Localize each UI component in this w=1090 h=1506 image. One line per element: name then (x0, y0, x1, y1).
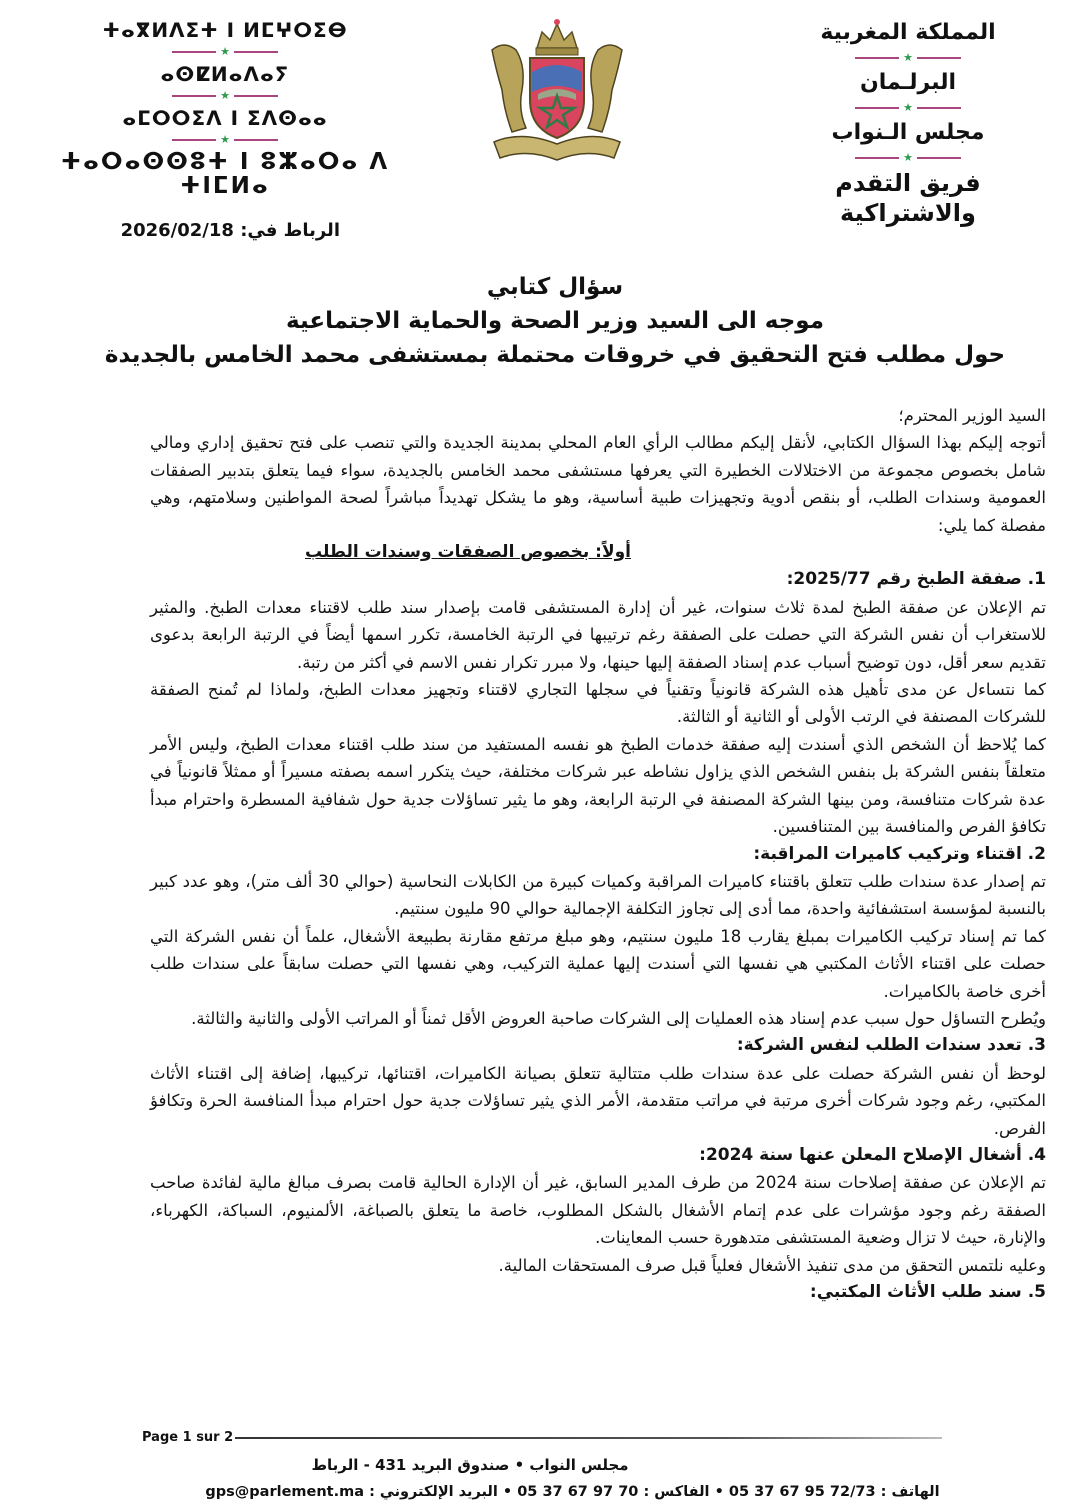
page-number-row (142, 1430, 942, 1445)
star-icon: ★ (903, 101, 913, 114)
star-icon: ★ (220, 45, 230, 58)
item-heading: 5. سند طلب الأثاث المكتبي: (809, 1282, 1046, 1302)
page-current: 1 (182, 1430, 192, 1445)
footer-rule (235, 1437, 942, 1439)
page-total: 2 (224, 1430, 234, 1445)
item-paragraph: تم الإعلان عن صفقة الطبخ لمدة ثلاث سنوات، غير أن إدارة المستشفى قامت بإصدار سند طلب لاقتناء معدات الطبخ. والمثير للاستغراب أن نفس الشركة التي حصلت على الصفقة رغم ترتيبها في الرتبة الخامسة، تكرر اسمها أيضاً في الرتبة الرابعة بدعوى تقديم سعر أقل، دون توضيح أسباب عدم إسناد الصفقة إليها حينها، ولا مبرر تكرار نفس الاسم في أكثر من رتبة. (150, 597, 1046, 672)
tifinagh-kingdom: ⵜⴰⴳⵍⴷⵉⵜ ⵏ ⵍⵎⵖⵔⵉⴱ (102, 18, 348, 42)
footer-address: مجلس النواب • صندوق البريد 431 - الرباط (311, 1456, 629, 1474)
header-arabic-block (778, 18, 1038, 228)
item-paragraph: ويُطرح التساؤل حول سبب عدم إسناد هذه العمليات إلى الشركات صاحبة العروض الأقل ثمناً أو المراتب الأولى والثانية والثالثة. (191, 1008, 1046, 1028)
item-paragraph: كما تم إسناد تركيب الكاميرات بمبلغ يقارب 18 مليون سنتيم، وهو مبلغ مرتفع مقارنة بطبيعة الأشغال، علماً أن نفس الشركة التي حصلت على اقتناء الأثاث المكتبي هي نفسها التي أسندت إليها عملية التركيب، وهي نفسها التي حصلت سابقاً على سندات طلب أخرى خاصة بالكاميرات. (150, 926, 1046, 1001)
item-paragraph: تم الإعلان عن صفقة إصلاحات سنة 2024 من طرف المدير السابق، غير أن الإدارة الحالية قامت بصرف مبالغ مالية لفائدة صاحب الصفقة رغم وجود مؤشرات على عدم إتمام الأشغال بالشكل المطلوب، خاصة ما يتعلق بالصباغة، الألمنيوم، السباكة، الكهرباء، والإنارة، حيث لا تزال وضعية المستشفى متدهورة حسب المعاينات. (150, 1173, 1047, 1248)
item-heading: 1. صفقة الطبخ رقم 2025/77: (786, 569, 1046, 590)
star-icon: ★ (903, 51, 913, 64)
separator (778, 100, 1038, 116)
item-heading: 3. تعدد سندات الطلب لنفس الشركة: (736, 1035, 1046, 1056)
arabic-house: مجلس الـنواب (831, 120, 985, 145)
arabic-group: فريق التقدم والاشتراكية (835, 169, 981, 227)
item-heading: 2. اقتناء وتركيب كاميرات المراقبة: (753, 843, 1046, 864)
star-icon: ★ (220, 89, 230, 102)
document-type: سؤال كتابي (486, 274, 624, 300)
arabic-parliament: البرلـمان (859, 70, 957, 95)
document-body (150, 402, 1046, 1306)
page-label: Page (142, 1430, 179, 1445)
item-heading: 4. أشغال الإصلاح المعلن عنها سنة 2024: (699, 1144, 1046, 1165)
item-paragraph: تم إصدار عدة سندات طلب تتعلق باقتناء كاميرات المراقبة وكميات كبيرة من الكابلات النحاسية (حوالي 30 ألف متر)، وهو عدد كبير بالنسبة لمؤسسة استشفائية واحدة، مما أدى إلى تجاوز التكلفة الإجمالية حوالي 90 مليون سنتيم. (150, 871, 1046, 919)
separator (60, 88, 390, 104)
coat-of-arms-icon (482, 10, 632, 168)
separator (778, 50, 1038, 66)
tifinagh-group: ⵜⴰⵔⴰⵙⵙⵓⵜ ⵏ ⵓⵣⴰⵔⴰ ⴷ ⵜⵏⵎⵍⴰ (60, 149, 390, 199)
intro-paragraph: أتوجه إليكم بهذا السؤال الكتابي، لأنقل إليكم مطالب الرأي العام المحلي بمدينة الجديدة والتي تنصب على فتح تحقيق إداري ومالي شامل بخصوص مجموعة من الاختلالات الخطيرة التي يعرفها مستشفى محمد الخامس بالجديدة، سواء فيما يتعلق بتدبير الصفقات العمومية وسندات الطلب، أو بنقص أدوية وتجهيزات طبية أساسية، وهو ما يشكل تهديداً مباشراً لصحة المواطنين وسلامتهم، وهي مفصلة كما يلي: (150, 433, 1046, 535)
separator (60, 132, 390, 148)
header-tifinagh-block (60, 18, 390, 198)
item-paragraph: كما يُلاحظ أن الشخص الذي أسندت إليه صفقة خدمات الطبخ هو نفسه المستفيد من سند طلب اقتناء معدات الطبخ، وليس الأمر متعلقاً بنفس الشركة بل بنفس الشخص الذي يزاول نشاطه عبر شركات مختلفة، حيث يتكرر اسمه بصفته مسيراً أو ممثلاً قانونياً في عدة شركات متنافسة، ومن بينها الشركة المصنفة في الرتبة الرابعة، وهو ما يثير تساؤلات جدية حول شفافية المسطرة واحترام مبدأ تكافؤ الفرص والمنافسة بين المتنافسين. (150, 734, 1046, 837)
tifinagh-house: ⴰⵎⵔⵔⵉⴷ ⵏ ⵉⴷⵙⴰⴰ (122, 106, 328, 130)
page-separator: sur (196, 1430, 220, 1445)
separator (60, 44, 390, 60)
item-paragraph: لوحظ أن نفس الشركة حصلت على عدة سندات طلب متتالية تتعلق بصيانة الكاميرات، اقتنائها، تركيبها، إضافة إلى اقتناء الأثاث المكتبي، رغم وجود شركات أخرى مرتبة في مراتب متقدمة، الأمر الذي يثير تساؤلات جدية حول احترام مبدأ المنافسة الحرة وتكافؤ الفرص. (150, 1063, 1046, 1138)
document-subject: حول مطلب فتح التحقيق في خروقات محتملة بمستشفى محمد الخامس بالجديدة (104, 342, 1006, 368)
separator (778, 150, 1038, 166)
document-titles (100, 270, 1010, 372)
date-line: الرباط في: 2026/02/18 (120, 220, 340, 241)
tifinagh-parliament: ⴰⵙⵇⵍⴰⴷⴰⵢ (160, 62, 290, 86)
salutation: السيد الوزير المحترم؛ (898, 406, 1046, 425)
star-icon: ★ (220, 133, 230, 146)
section-title: أولاً: بخصوص الصفقات وسندات الطلب (305, 542, 631, 563)
star-icon: ★ (903, 151, 913, 164)
item-paragraph: كما نتساءل عن مدى تأهيل هذه الشركة قانونياً وتقنياً في سجلها التجاري لاقتناء وتجهيز معدات الطبخ، ولماذا لم تُمنح الصفقة للشركات المصنفة في الرتب الأولى أو الثانية أو الثالثة. (150, 680, 1046, 727)
footer-contact: الهاتف : 72/73 95 67 37 05 • الفاكس : 70 97 67 37 05 • البريد الإلكتروني : gps@parlement.ma (205, 1484, 940, 1500)
document-addressee: موجه الى السيد وزير الصحة والحماية الاجتماعية (286, 308, 824, 334)
page-number (142, 1430, 233, 1445)
item-paragraph: وعليه نلتمس التحقق من مدى تنفيذ الأشغال فعلياً قبل صرف المستحقات المالية. (498, 1255, 1046, 1275)
arabic-kingdom: المملكة المغربية (820, 20, 996, 45)
